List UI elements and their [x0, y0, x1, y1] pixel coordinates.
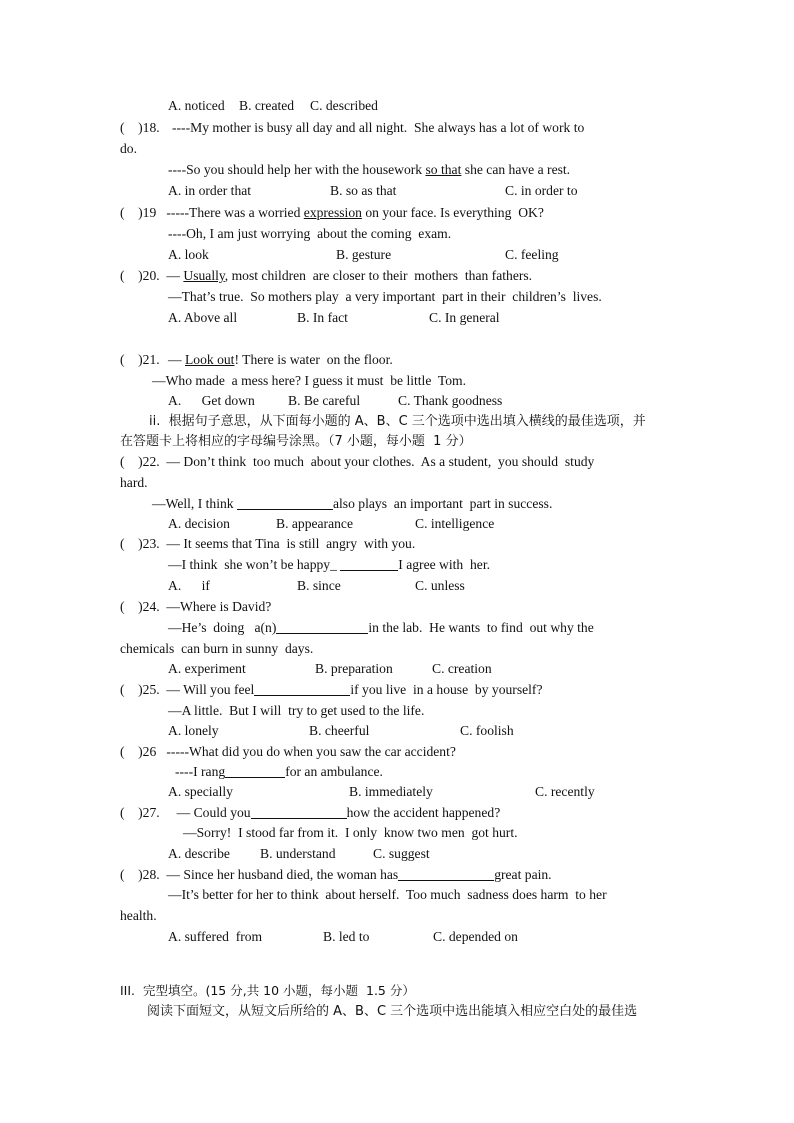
q22-option-a: A. decision — [168, 516, 230, 531]
q28-line2: —It’s better for her to think about herself. Too much sadness does harm to her — [168, 887, 607, 902]
q17-option-a: A. noticed — [168, 98, 225, 113]
q23-answer-blank — [340, 558, 398, 571]
q21-option-c: C. Thank goodness — [398, 393, 503, 408]
q28-number: ( )28. — [120, 867, 160, 882]
q24-option-c: C. creation — [432, 661, 492, 676]
q28-option-b: B. led to — [323, 929, 370, 944]
section-ii-line2: 在答题卡上将相应的字母编号涂黑。（7 小题，每小题 1 分） — [120, 434, 472, 449]
q24-line2: —He’s doing a(n) in the lab. He wants to find out why the — [168, 620, 594, 635]
q22-answer-blank — [237, 497, 333, 510]
q27-option-a: A. describe — [168, 846, 230, 861]
q28-answer-blank — [398, 868, 494, 881]
q27-line2: —Sorry! I stood far from it. I only know two men got hurt. — [183, 825, 518, 840]
q21-line1: — Look out! There is water on the floor. — [168, 352, 393, 367]
q17-option-b: B. created — [239, 98, 295, 113]
q23-line1: — It seems that Tina is still angry with you. — [163, 536, 416, 551]
q22-line1-cont: hard. — [120, 475, 148, 490]
q21-option-b: B. Be careful — [288, 393, 361, 408]
q18-line1: ----My mother is busy all day and all night. She always has a lot of work to — [172, 120, 585, 135]
q23-line2: —I think she won’t be happy_ I agree with her. — [168, 557, 491, 572]
q27-line1: — Could you how the accident happened? — [163, 805, 501, 820]
q20-number: ( )20. — [120, 268, 160, 283]
q25-line2: —A little. But I will try to get used to the life. — [168, 703, 425, 718]
q24-option-b: B. preparation — [315, 661, 393, 676]
q17-option-c: C. described — [310, 98, 378, 113]
section-ii-line1: ii. 根据句子意思，从下面每小题的 A、B、C 三个选项中选出填入横线的最佳选项，并 — [149, 414, 646, 429]
q26-line1: -----What did you do when you saw the car accident? — [163, 744, 456, 759]
q28-line1: — Since her husband died, the woman has great pain. — [163, 867, 552, 882]
q18-line1-cont: do. — [120, 141, 137, 156]
q24-line1: —Where is David? — [163, 599, 272, 614]
q28-option-c: C. depended on — [433, 929, 518, 944]
q26-line2: ----I rang for an ambulance. — [175, 764, 383, 779]
q20-option-a: A. Above all — [168, 310, 238, 325]
q18-underlined-phrase: so that — [425, 162, 462, 177]
q18-number: ( )18. — [120, 120, 160, 135]
q23-option-b: B. since — [297, 578, 341, 593]
q23-number: ( )23. — [120, 536, 160, 551]
q22-option-b: B. appearance — [276, 516, 353, 531]
q18-option-b: B. so as that — [330, 183, 397, 198]
q19-option-c: C. feeling — [505, 247, 559, 262]
q19-underlined-word: expression — [303, 205, 362, 220]
q26-option-b: B. immediately — [349, 784, 433, 799]
q21-line2: —Who made a mess here? I guess it must be little Tom. — [152, 373, 467, 388]
q18-option-c: C. in order to — [505, 183, 578, 198]
q22-line2: —Well, I think also plays an important part in success. — [152, 496, 553, 511]
q26-number: ( )26 — [120, 744, 157, 759]
q24-number: ( )24. — [120, 599, 160, 614]
q25-number: ( )25. — [120, 682, 160, 697]
q19-option-b: B. gesture — [336, 247, 392, 262]
q25-answer-blank — [254, 683, 350, 696]
q20-line1: — Usually, most children are closer to their mothers than fathers. — [163, 268, 533, 283]
q23-option-c: C. unless — [415, 578, 465, 593]
q28-option-a: A. suffered from — [168, 929, 263, 944]
q25-line1: — Will you feel if you live in a house by yourself? — [163, 682, 543, 697]
q18-option-a: A. in order that — [168, 183, 252, 198]
q28-line2-cont: health. — [120, 908, 157, 923]
q27-number: ( )27. — [120, 805, 160, 820]
q27-answer-blank — [251, 806, 347, 819]
q19-number: ( )19 — [120, 205, 157, 220]
q20-option-c: C. In general — [429, 310, 500, 325]
q26-option-a: A. specially — [168, 784, 233, 799]
q20-underlined-word: Usually — [183, 268, 225, 283]
q18-line2: ----So you should help her with the housework so that she can have a rest. — [168, 162, 571, 177]
q27-option-c: C. suggest — [373, 846, 430, 861]
q25-option-c: C. foolish — [460, 723, 514, 738]
q26-option-c: C. recently — [535, 784, 595, 799]
q22-line1: — Don’t think too much about your clothes. As a student, you should study — [163, 454, 595, 469]
q22-number: ( )22. — [120, 454, 160, 469]
q19-option-a: A. look — [168, 247, 209, 262]
q21-number: ( )21. — [120, 352, 160, 367]
q20-line2: —That’s true. So mothers play a very important part in their children’s lives. — [168, 289, 602, 304]
q19-line2: ----Oh, I am just worrying about the coming exam. — [168, 226, 452, 241]
q25-option-a: A. lonely — [168, 723, 219, 738]
q19-line1: -----There was a worried expression on your face. Is everything OK? — [163, 205, 544, 220]
q21-underlined-phrase: Look out — [185, 352, 235, 367]
q20-option-b: B. In fact — [297, 310, 348, 325]
q27-option-b: B. understand — [260, 846, 336, 861]
section-iii-title: III. 完型填空。(15 分,共 10 小题，每小题 1.5 分） — [120, 983, 415, 998]
q21-option-a: A. Get down — [168, 393, 255, 408]
q24-answer-blank — [276, 621, 368, 634]
q24-option-a: A. experiment — [168, 661, 246, 676]
section-iii-intro: 阅读下面短文，从短文后所给的 A、B、C 三个选项中选出能填入相应空白处的最佳选 — [147, 1004, 638, 1019]
q25-option-b: B. cheerful — [309, 723, 370, 738]
q24-line2-cont: chemicals can burn in sunny days. — [120, 641, 314, 656]
q23-option-a: A. if — [168, 578, 210, 593]
q26-answer-blank — [225, 765, 285, 778]
q22-option-c: C. intelligence — [415, 516, 495, 531]
